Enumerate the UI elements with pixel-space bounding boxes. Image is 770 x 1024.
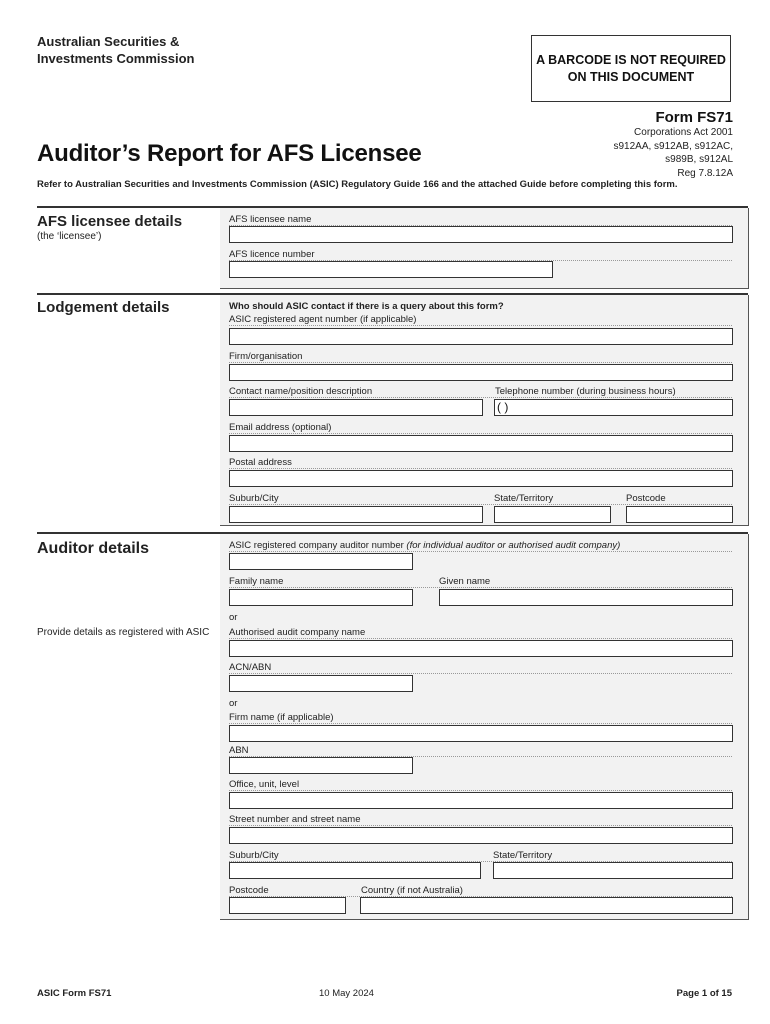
section-auditor [37,532,748,920]
licensee-subheading: (the ‘licensee’) [37,231,102,242]
country-input[interactable] [360,897,733,914]
divider [229,790,732,791]
licence-number-label: AFS licence number [229,249,315,260]
divider [229,468,732,469]
org-line-1: Australian Securities & [37,34,180,49]
email-input[interactable] [229,435,733,452]
family-name-input[interactable] [229,589,413,606]
telephone-label: Telephone number (during business hours) [495,386,676,397]
page-title: Auditor’s Report for AFS Licensee [37,140,422,167]
audit-company-input[interactable] [229,640,733,657]
state-input[interactable] [494,506,611,523]
acn-abn-input[interactable] [229,675,413,692]
or-separator: or [229,612,238,623]
email-label: Email address (optional) [229,422,332,433]
legal-line-1: Corporations Act 2001 [634,127,733,138]
acn-abn-label: ACN/ABN [229,662,272,673]
divider [229,673,732,674]
firm-organisation-input[interactable] [229,364,733,381]
agent-number-input[interactable] [229,328,733,345]
firm-organisation-label: Firm/organisation [229,351,303,362]
licensee-heading: AFS licensee details [37,213,183,230]
auditor-number-label-text: ASIC registered company auditor number [229,540,404,551]
office-input[interactable] [229,792,733,809]
state-label: State/Territory [494,493,554,504]
auditor-postcode-input[interactable] [229,897,346,914]
form-code: Form FS71 [655,109,733,126]
divider [229,325,732,326]
licence-number-input[interactable] [229,261,553,278]
auditor-number-label [229,540,620,551]
agent-number-label: ASIC registered agent number (if applicable) [229,314,417,325]
org-line-2: Investments Commission [37,51,195,66]
auditor-state-label: State/Territory [493,850,553,861]
divider [229,825,732,826]
postal-address-input[interactable] [229,470,733,487]
suburb-input[interactable] [229,506,483,523]
postcode-label: Postcode [626,493,666,504]
auditor-suburb-label: Suburb/City [229,850,279,861]
abn-input[interactable] [229,757,413,774]
street-input[interactable] [229,827,733,844]
divider [229,723,732,724]
footer-form-name: ASIC Form FS71 [37,988,112,999]
auditor-state-input[interactable] [493,862,733,879]
auditor-number-input[interactable] [229,553,413,570]
legal-line-3: s989B, s912AL [665,154,733,165]
contact-question: Who should ASIC contact if there is a query about this form? [229,301,504,312]
legal-references [613,126,733,180]
licensee-name-label: AFS licensee name [229,214,312,225]
or-separator: or [229,698,238,709]
given-name-input[interactable] [439,589,733,606]
contact-name-label: Contact name/position description [229,386,373,397]
auditor-side-note: Provide details as registered with ASIC [37,627,210,638]
abn-label: ABN [229,745,249,756]
divider [229,397,732,398]
barcode-line-2: ON THIS DOCUMENT [567,69,695,84]
firm-name-input[interactable] [229,725,733,742]
suburb-label: Suburb/City [229,493,279,504]
family-name-label: Family name [229,576,284,587]
country-label: Country (if not Australia) [361,885,463,896]
footer-page-number: Page 1 of 15 [676,988,732,999]
telephone-input[interactable]: ( ) [494,399,733,416]
contact-name-input[interactable] [229,399,483,416]
audit-company-label: Authorised audit company name [229,627,366,638]
legal-line-2: s912AA, s912AB, s912AC, [613,140,733,152]
footer-date: 10 May 2024 [319,988,374,999]
organisation-name [37,33,195,67]
auditor-number-label-note: (for individual auditor or authorised audit company) [406,540,621,551]
divider [229,551,732,552]
licensee-name-input[interactable] [229,226,733,243]
section-licensee [37,206,748,289]
divider [229,433,732,434]
auditor-heading: Auditor details [37,540,150,557]
office-label: Office, unit, level [229,779,300,790]
divider [229,587,732,588]
firm-name-label: Firm name (if applicable) [229,712,334,723]
barcode-notice-box [531,35,731,102]
barcode-line-1: A BARCODE IS NOT REQUIRED [536,52,726,67]
section-lodgement [37,293,748,526]
refer-note: Refer to Australian Securities and Investments Commission (ASIC) Regulatory Guide 166 and the attached Guide before completing this form. [37,179,678,190]
divider [229,638,732,639]
street-label: Street number and street name [229,814,361,825]
divider [229,362,732,363]
postcode-input[interactable] [626,506,733,523]
divider [229,504,732,505]
given-name-label: Given name [439,576,491,587]
lodgement-heading: Lodgement details [37,299,170,316]
legal-line-4: Reg 7.8.12A [677,167,733,179]
auditor-postcode-label: Postcode [229,885,269,896]
postal-address-label: Postal address [229,457,292,468]
auditor-suburb-input[interactable] [229,862,481,879]
